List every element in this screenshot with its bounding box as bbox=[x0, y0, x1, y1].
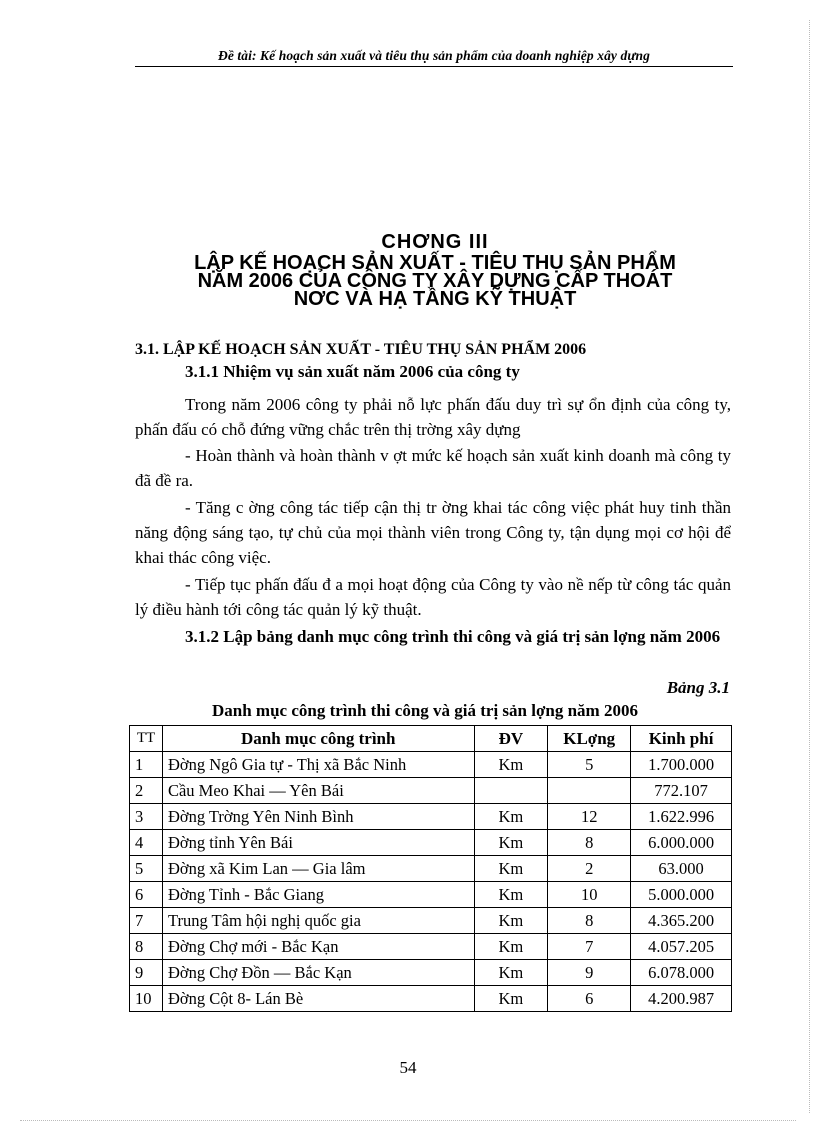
cell-project: Đờng tỉnh Yên Bái bbox=[162, 830, 474, 856]
paragraph-2 bbox=[135, 443, 731, 493]
cell-project: Đờng Chợ Đồn — Bắc Kạn bbox=[162, 960, 474, 986]
section-heading-3-1-2 bbox=[135, 624, 731, 649]
cell-quantity: 2 bbox=[548, 856, 631, 882]
cell-tt: 10 bbox=[130, 986, 163, 1012]
table-row bbox=[130, 804, 732, 830]
cell-quantity bbox=[548, 778, 631, 804]
table-row bbox=[130, 856, 732, 882]
cell-tt: 6 bbox=[130, 882, 163, 908]
table-row bbox=[130, 778, 732, 804]
cell-cost: 63.000 bbox=[631, 856, 732, 882]
page-number: 54 bbox=[399, 1058, 417, 1077]
paragraph-4 bbox=[135, 572, 731, 622]
cell-cost: 4.365.200 bbox=[631, 908, 732, 934]
cell-quantity: 12 bbox=[548, 804, 631, 830]
cell-unit bbox=[474, 778, 548, 804]
table-row bbox=[130, 908, 732, 934]
cell-cost: 4.200.987 bbox=[631, 986, 732, 1012]
cell-quantity: 7 bbox=[548, 934, 631, 960]
cell-tt: 9 bbox=[130, 960, 163, 986]
cell-quantity: 8 bbox=[548, 830, 631, 856]
cell-project: Đờng Chợ mới - Bắc Kạn bbox=[162, 934, 474, 960]
cell-tt: 5 bbox=[130, 856, 163, 882]
header-cost: Kinh phí bbox=[631, 726, 732, 752]
table-row bbox=[130, 960, 732, 986]
cell-project: Đờng xã Kim Lan — Gia lâm bbox=[162, 856, 474, 882]
chapter-title: CHƠNG III bbox=[381, 231, 489, 253]
cell-tt: 8 bbox=[130, 934, 163, 960]
chapter-heading bbox=[130, 230, 740, 308]
header-tt: TT bbox=[130, 726, 163, 752]
paragraph-1 bbox=[135, 392, 731, 442]
section-heading-3-1: 3.1. LẬP KẾ HOẠCH SẢN XUẤT - TIÊU THỤ SẢN PHẨM 2006 bbox=[135, 341, 587, 358]
cell-quantity: 9 bbox=[548, 960, 631, 986]
cell-tt: 3 bbox=[130, 804, 163, 830]
paragraph-2-text: - Hoàn thành và hoàn thành v ợt mức kế hoạch sản xuất kinh doanh mà công ty đã đề ra. bbox=[135, 446, 731, 490]
cell-quantity: 8 bbox=[548, 908, 631, 934]
paragraph-1-text: Trong năm 2006 công ty phải nỗ lực phấn đấu duy trì sự ổn định của công ty, phấn đấu có chỗ đứng vững chắc trên thị trờng xây dựng bbox=[135, 395, 731, 439]
header-project: Danh mục công trình bbox=[162, 726, 474, 752]
projects-table bbox=[129, 725, 732, 1012]
table-row bbox=[130, 830, 732, 856]
cell-unit: Km bbox=[474, 752, 548, 778]
table-header-row bbox=[130, 726, 732, 752]
table-title: Danh mục công trình thi công và giá trị sản lợng năm 2006 bbox=[212, 701, 638, 720]
table-row bbox=[130, 986, 732, 1012]
cell-unit: Km bbox=[474, 986, 548, 1012]
cell-tt: 7 bbox=[130, 908, 163, 934]
cell-cost: 772.107 bbox=[631, 778, 732, 804]
table-row bbox=[130, 934, 732, 960]
page-edge-bottom bbox=[20, 1120, 796, 1121]
cell-tt: 1 bbox=[130, 752, 163, 778]
chapter-subtitle-line2: NĂM 2006 CỦA CÔNG TY XÂY DỰNG CẤP THOÁT bbox=[197, 270, 673, 292]
paragraph-3 bbox=[135, 495, 731, 570]
cell-quantity: 10 bbox=[548, 882, 631, 908]
cell-quantity: 6 bbox=[548, 986, 631, 1012]
cell-unit: Km bbox=[474, 856, 548, 882]
cell-unit: Km bbox=[474, 830, 548, 856]
cell-cost: 5.000.000 bbox=[631, 882, 732, 908]
cell-cost: 1.700.000 bbox=[631, 752, 732, 778]
cell-cost: 6.078.000 bbox=[631, 960, 732, 986]
cell-project: Cầu Meo Khai — Yên Bái bbox=[162, 778, 474, 804]
header-unit: ĐV bbox=[474, 726, 548, 752]
cell-unit: Km bbox=[474, 804, 548, 830]
cell-quantity: 5 bbox=[548, 752, 631, 778]
cell-unit: Km bbox=[474, 882, 548, 908]
running-header: Đề tài: Kế hoạch sản xuất và tiêu thụ sản phẩm của doanh nghiệp xây dựng bbox=[135, 48, 733, 67]
table-row bbox=[130, 752, 732, 778]
header-quantity: KLợng bbox=[548, 726, 631, 752]
page-edge-right bbox=[809, 20, 810, 1113]
table-label: Bảng 3.1 bbox=[666, 678, 730, 697]
cell-cost: 4.057.205 bbox=[631, 934, 732, 960]
cell-tt: 2 bbox=[130, 778, 163, 804]
chapter-subtitle-line3: NƠC VÀ HẠ TẦNG KỸ THUẬT bbox=[293, 288, 577, 310]
paragraph-3-text: - Tăng c ờng công tác tiếp cận thị tr ờng khai tác công việc phát huy tinh thần năng động sáng tạo, tự chủ của mọi thành viên trong Công ty, tận dụng mọi cơ hội để khai thác công việc. bbox=[135, 498, 731, 567]
paragraph-4-text: - Tiếp tục phấn đấu đ a mọi hoạt động của Công ty vào nề nếp từ công tác quản lý điều hành tới công tác quản lý kỹ thuật. bbox=[135, 575, 731, 619]
cell-project: Đờng Tỉnh - Bắc Giang bbox=[162, 882, 474, 908]
section-heading-3-1-2-text: 3.1.2 Lập bảng danh mục công trình thi công và giá trị sản lợng năm 2006 bbox=[185, 627, 721, 646]
cell-tt: 4 bbox=[130, 830, 163, 856]
table-row bbox=[130, 882, 732, 908]
chapter-subtitle-line1: LẬP KẾ HOẠCH SẢN XUẤT - TIÊU THỤ SẢN PHẨM bbox=[194, 252, 676, 274]
cell-unit: Km bbox=[474, 908, 548, 934]
cell-cost: 1.622.996 bbox=[631, 804, 732, 830]
cell-project: Đờng Trờng Yên Ninh Bình bbox=[162, 804, 474, 830]
cell-project: Đờng Ngô Gia tự - Thị xã Bắc Ninh bbox=[162, 752, 474, 778]
cell-unit: Km bbox=[474, 934, 548, 960]
cell-unit: Km bbox=[474, 960, 548, 986]
cell-project: Trung Tâm hội nghị quốc gia bbox=[162, 908, 474, 934]
cell-cost: 6.000.000 bbox=[631, 830, 732, 856]
section-heading-3-1-1: 3.1.1 Nhiệm vụ sản xuất năm 2006 của công ty bbox=[185, 362, 520, 381]
cell-project: Đờng Cột 8- Lán Bè bbox=[162, 986, 474, 1012]
